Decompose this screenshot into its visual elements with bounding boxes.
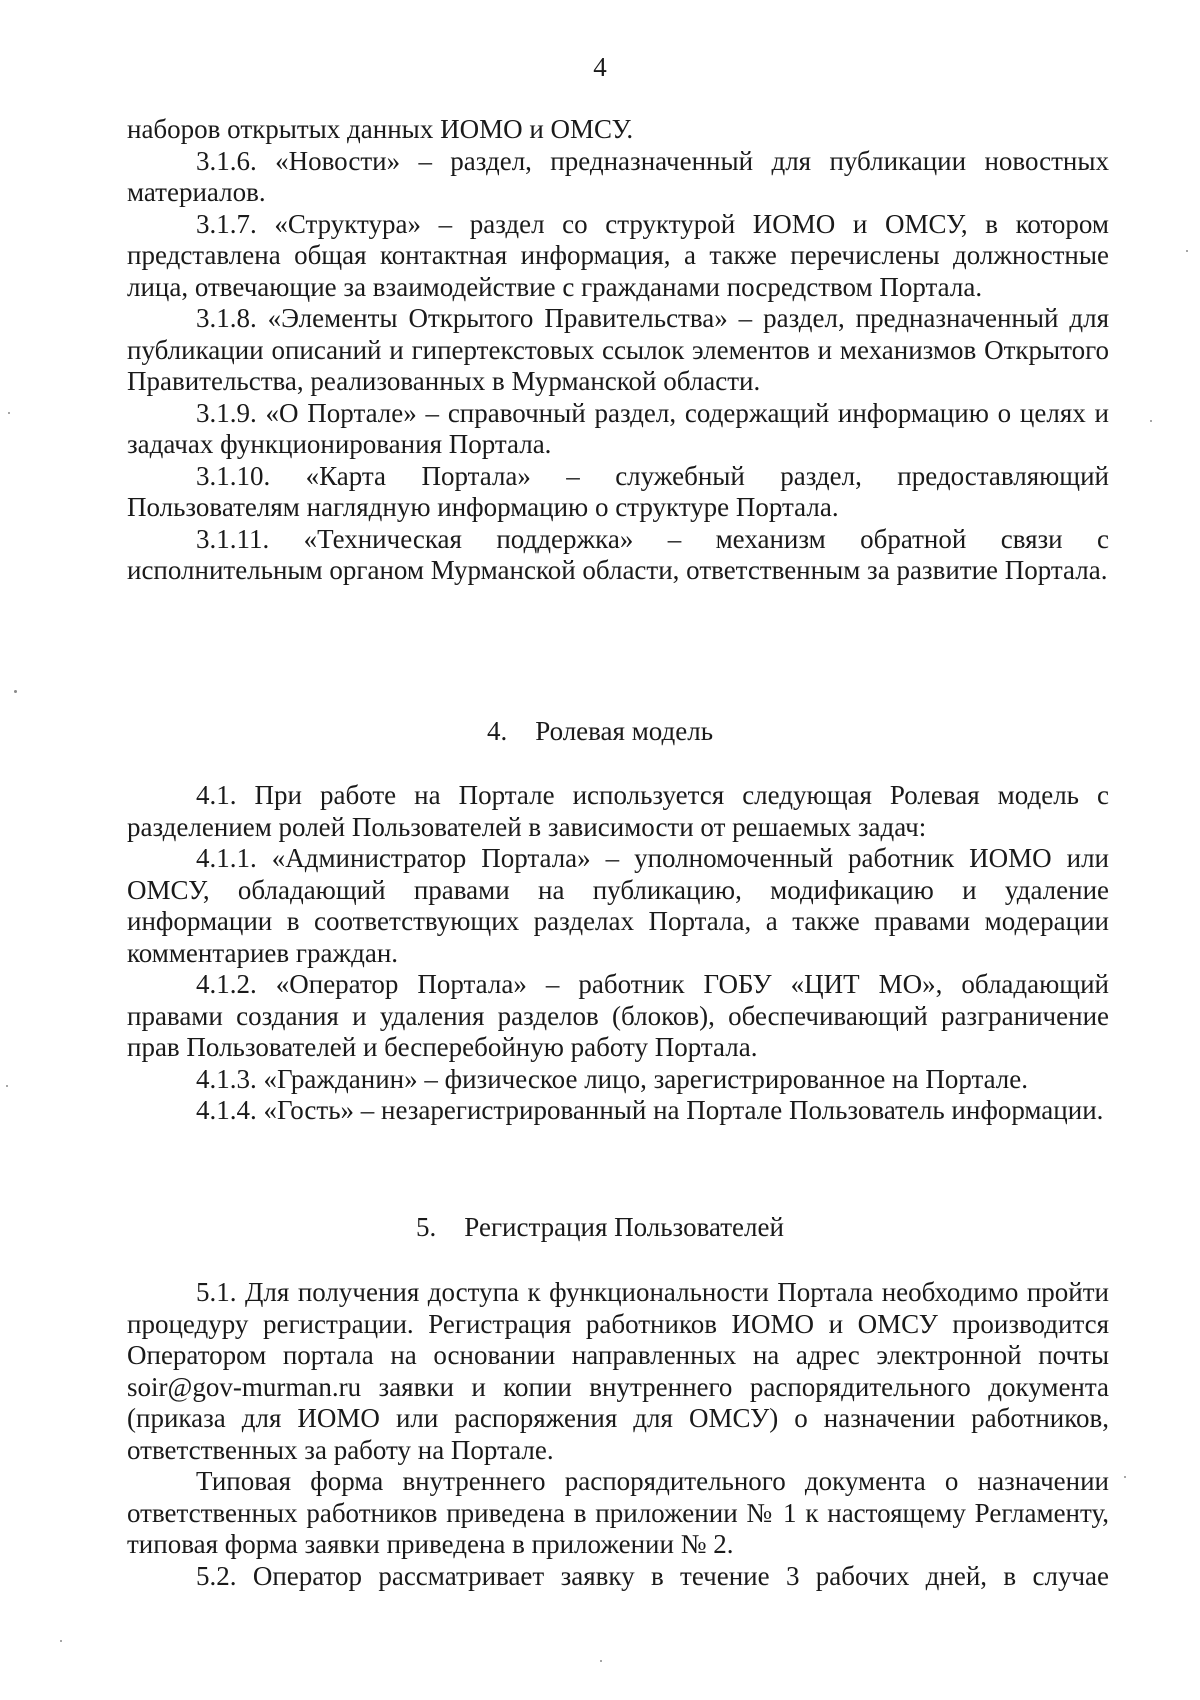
paragraph: наборов открытых данных ИОМО и ОМСУ.: [127, 114, 634, 144]
paragraph-5-1: 5.1. Для получения доступа к функциональности Портала необходимо пройти процедуру регистрации. Регистрация работников ИОМО и ОМСУ производится Оператором портала на основании направленных на адрес электронной почты soir@gov-murman.ru заявки и копии внутреннего распорядительного документа (приказа для ИОМО или распоряжения для ОМСУ) о назначении работников, ответственных за работу на Портале.: [127, 1277, 1109, 1465]
section-4-title: Ролевая модель: [535, 716, 714, 746]
paragraph-4-1-1: 4.1.1. «Администратор Портала» – уполномоченный работник ИОМО или ОМСУ, обладающий правами на публикацию, модификацию и удаление информации в соответствующих разделах Портала, а также правами модерации комментариев граждан.: [127, 843, 1109, 968]
paragraph-3-1-7: 3.1.7. «Структура» – раздел со структурой ИОМО и ОМСУ, в котором представлена общая контактная информация, а также перечислены должностные лица, отвечающие за взаимодействие с гражданами посредством Портала.: [127, 208, 1109, 302]
paragraph-3-1-9: 3.1.9. «О Портале» – справочный раздел, содержащий информацию о целях и задачах функционирования Портала.: [127, 397, 1109, 459]
paragraph-typical-form: Типовая форма внутреннего распорядительного документа о назначении ответственных работников приведена в приложении № 1 к настоящему Регламенту, типовая форма заявки приведена в приложении № 2.: [127, 1466, 1109, 1559]
paragraph-4-1: 4.1. При работе на Портале используется следующая Ролевая модель с разделением ролей Пользователей в зависимости от решаемых задач:: [127, 780, 1109, 842]
section-5-title: Регистрация Пользователей: [464, 1212, 784, 1242]
section-4-number: 4.: [486, 716, 508, 746]
page-number: 4: [593, 52, 607, 82]
paragraph-5-2: 5.2. Оператор рассматривает заявку в течение 3 рабочих дней, в случае: [196, 1560, 1109, 1591]
section-4-body: [127, 780, 1109, 1127]
paragraph-4-1-4: 4.1.4. «Гость» – незарегистрированный на Портале Пользователь информации.: [196, 1095, 1104, 1125]
section-5-heading: [0, 1212, 1200, 1242]
paragraph-3-1-8: 3.1.8. «Элементы Открытого Правительства» – раздел, предназначенный для публикации описаний и гипертекстовых ссылок элементов и механизмов Открытого Правительства, реализованных в Мурманской области.: [127, 303, 1109, 396]
paragraph-3-1-6: 3.1.6. «Новости» – раздел, предназначенный для публикации новостных материалов.: [127, 145, 1109, 207]
section-4-heading: [0, 716, 1200, 746]
paragraph-4-1-2: 4.1.2. «Оператор Портала» – работник ГОБУ «ЦИТ МО», обладающий правами создания и удаления разделов (блоков), обеспечивающий разграничение прав Пользователей и бесперебойную работу Портала.: [127, 969, 1109, 1062]
section-5-number: 5.: [416, 1212, 437, 1242]
paragraph-3-1-11: 3.1.11. «Техническая поддержка» – механизм обратной связи с исполнительным органом Мурманской области, ответственным за развитие Портала.: [127, 523, 1109, 585]
section-3-continuation: [127, 114, 1109, 587]
paragraph-4-1-3: 4.1.3. «Гражданин» – физическое лицо, зарегистрированное на Портале.: [196, 1063, 1029, 1094]
section-5-body: [127, 1277, 1109, 1592]
paragraph-3-1-10: 3.1.10. «Карта Портала» – служебный раздел, предоставляющий Пользователям наглядную информацию о структуре Портала.: [127, 460, 1109, 522]
